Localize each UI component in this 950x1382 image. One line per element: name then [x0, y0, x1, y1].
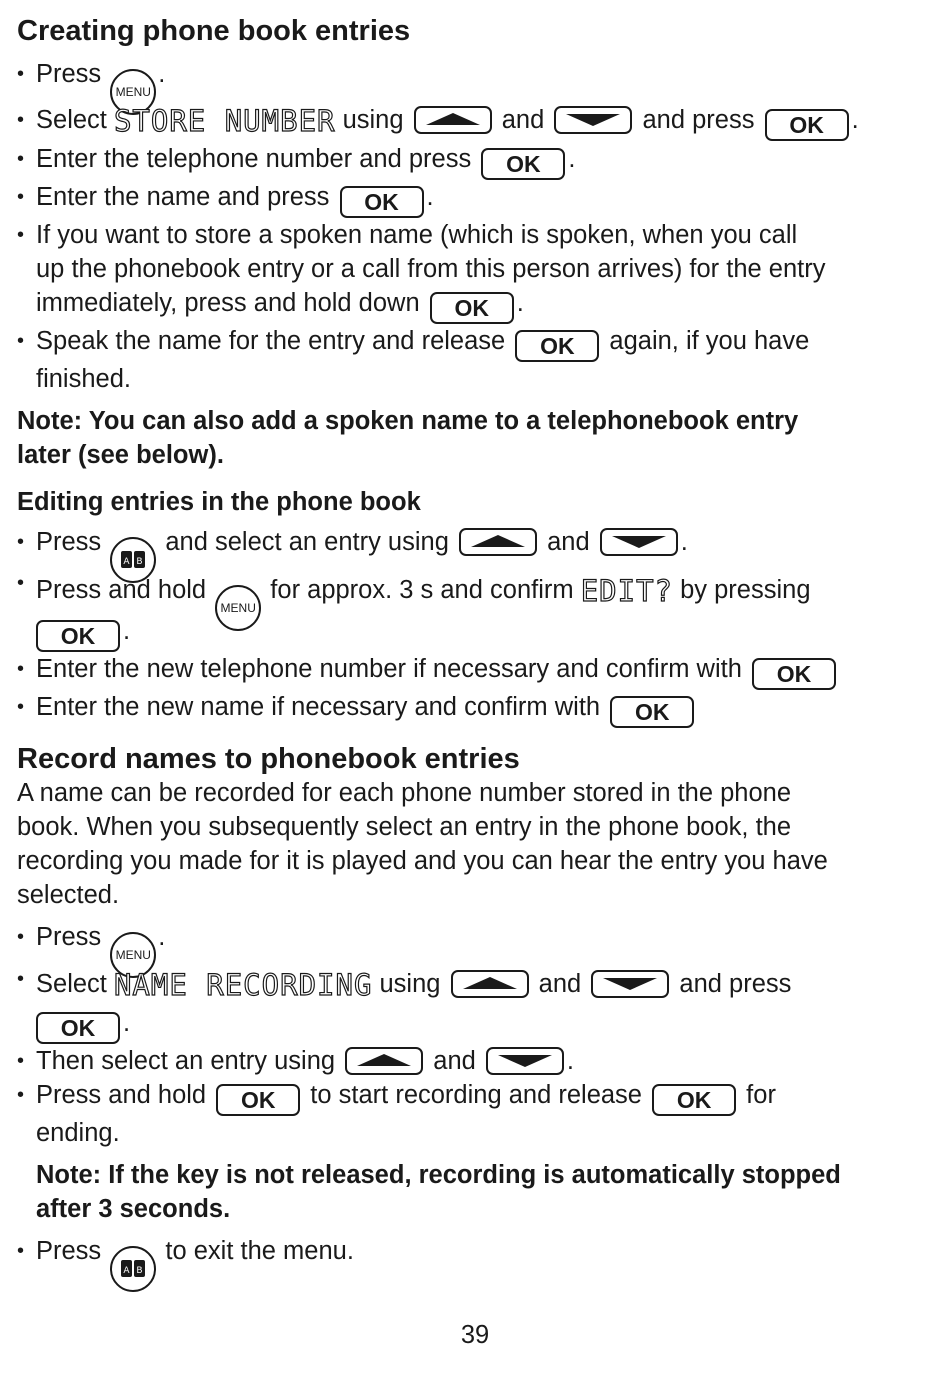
step-text: for — [746, 1081, 776, 1109]
phonebook-key-icon — [110, 1246, 156, 1292]
note-text: Note: If the key is not released, recording is automatically stopped — [36, 1161, 841, 1189]
ok-key: OK — [216, 1084, 300, 1116]
creating-step-5 — [17, 218, 932, 324]
ok-key: OK — [430, 292, 514, 324]
down-arrow-key-icon — [600, 528, 678, 556]
step-text: finished. — [36, 365, 131, 393]
step-text: using — [379, 970, 441, 998]
step-text: Speak the name for the entry and release — [36, 327, 506, 355]
step-text: and press — [679, 970, 792, 998]
step-text: and press — [642, 106, 755, 134]
step-text: up the phonebook entry or a call from this person arrives) for the entry — [36, 255, 826, 283]
creating-step-2 — [17, 98, 932, 142]
ok-key: OK — [36, 1012, 120, 1044]
note-creating — [17, 404, 932, 472]
creating-step-4 — [17, 180, 932, 218]
step-text: and — [547, 528, 590, 556]
step-text: ending. — [36, 1119, 120, 1147]
step-text: Press — [36, 528, 102, 556]
step-text: Enter the name and press — [36, 183, 330, 211]
section-title-record: Record names to phonebook entries — [17, 743, 520, 775]
step-text: for approx. 3 s and confirm — [270, 576, 574, 604]
up-arrow-key-icon — [414, 106, 492, 134]
step-text: by pressing — [680, 576, 811, 604]
step-text: . — [566, 1047, 575, 1075]
step-text: Press and hold — [36, 1081, 207, 1109]
record-step-2 — [17, 962, 932, 1044]
svg-text:A: A — [123, 557, 130, 567]
ok-key: OK — [515, 330, 599, 362]
step-text: Enter the telephone number and press — [36, 145, 472, 173]
intro-text: selected. — [17, 881, 120, 909]
step-text: Press — [36, 923, 102, 951]
lcd-text-store-number: STORE NUMBER — [113, 104, 336, 138]
step-text: . — [123, 617, 131, 645]
step-text: . — [516, 289, 524, 317]
step-text: using — [342, 106, 404, 134]
record-step-3 — [17, 1044, 932, 1078]
step-text: and — [538, 970, 582, 998]
step-text: . — [680, 528, 688, 556]
up-arrow-key-icon — [345, 1047, 423, 1075]
up-arrow-key-icon — [451, 970, 529, 998]
svg-text:A: A — [123, 1266, 130, 1276]
step-text: . — [158, 923, 166, 951]
section-title-creating: Creating phone book entries — [17, 15, 411, 47]
step-text: to start recording and release — [310, 1081, 642, 1109]
step-text: Press — [36, 60, 102, 88]
step-text: to exit the menu. — [165, 1237, 354, 1265]
menu-key-label: MENU — [220, 601, 256, 615]
ok-key: OK — [36, 620, 120, 652]
step-text: again, if you have — [609, 327, 810, 355]
step-text: Select — [36, 970, 107, 998]
ok-key: OK — [340, 186, 424, 218]
creating-step-1 — [17, 50, 932, 98]
record-intro — [17, 776, 932, 912]
editing-step-3 — [17, 652, 932, 690]
step-text: and — [433, 1047, 476, 1075]
creating-step-6 — [17, 324, 932, 396]
menu-key-label: MENU — [115, 948, 151, 962]
menu-key-icon — [215, 585, 261, 631]
down-arrow-key-icon — [554, 106, 632, 134]
ok-key: OK — [752, 658, 836, 690]
step-text: Press and hold — [36, 576, 207, 604]
svg-text:B: B — [136, 1266, 143, 1276]
editing-step-1 — [17, 518, 932, 566]
lcd-text-name-recording: NAME RECORDING — [113, 968, 373, 1002]
ok-key: OK — [652, 1084, 736, 1116]
step-text: Then select an entry using — [36, 1047, 336, 1075]
ok-key: OK — [481, 148, 565, 180]
menu-key-label: MENU — [115, 85, 151, 99]
page-number: 39 — [460, 1321, 490, 1349]
step-text: . — [851, 106, 859, 134]
intro-text: book. When you subsequently select an entry in the phone book, the — [17, 813, 792, 841]
editing-step-2 — [17, 566, 932, 652]
creating-step-3 — [17, 142, 932, 180]
editing-step-4 — [17, 690, 932, 728]
step-text: . — [158, 60, 166, 88]
manual-page — [17, 12, 932, 1276]
ok-key: OK — [765, 109, 849, 141]
step-text: and select an entry using — [165, 528, 449, 556]
down-arrow-key-icon — [486, 1047, 564, 1075]
lcd-text-edit: EDIT? — [580, 574, 674, 608]
svg-text:B: B — [136, 557, 143, 567]
step-text: Press — [36, 1237, 102, 1265]
note-text: later (see below). — [17, 441, 224, 469]
section-title-editing: Editing entries in the phone book — [17, 488, 421, 516]
intro-text: recording you made for it is played and you can hear the entry you have — [17, 847, 828, 875]
step-text: Enter the new telephone number if necessary and confirm with — [36, 655, 742, 683]
record-step-1 — [17, 912, 932, 962]
step-text: • If you want to store a spoken name (which is spoken, when you call — [36, 221, 798, 249]
step-text: Select — [36, 106, 107, 134]
up-arrow-key-icon — [459, 528, 537, 556]
intro-text: A name can be recorded for each phone number stored in the phone — [17, 779, 792, 807]
step-text: . — [568, 145, 576, 173]
step-text: Enter the new name if necessary and confirm with — [36, 693, 601, 721]
step-text: immediately, press and hold down — [36, 289, 420, 317]
note-text: Note: You can also add a spoken name to a telephonebook entry — [17, 407, 799, 435]
down-arrow-key-icon — [591, 970, 669, 998]
record-step-4 — [17, 1078, 932, 1150]
ok-key: OK — [610, 696, 694, 728]
step-text: . — [123, 1009, 131, 1037]
step-text: . — [426, 183, 434, 211]
record-step-5 — [17, 1226, 932, 1276]
note-record — [17, 1158, 932, 1226]
note-text: after 3 seconds. — [36, 1195, 231, 1223]
step-text: and — [501, 106, 545, 134]
